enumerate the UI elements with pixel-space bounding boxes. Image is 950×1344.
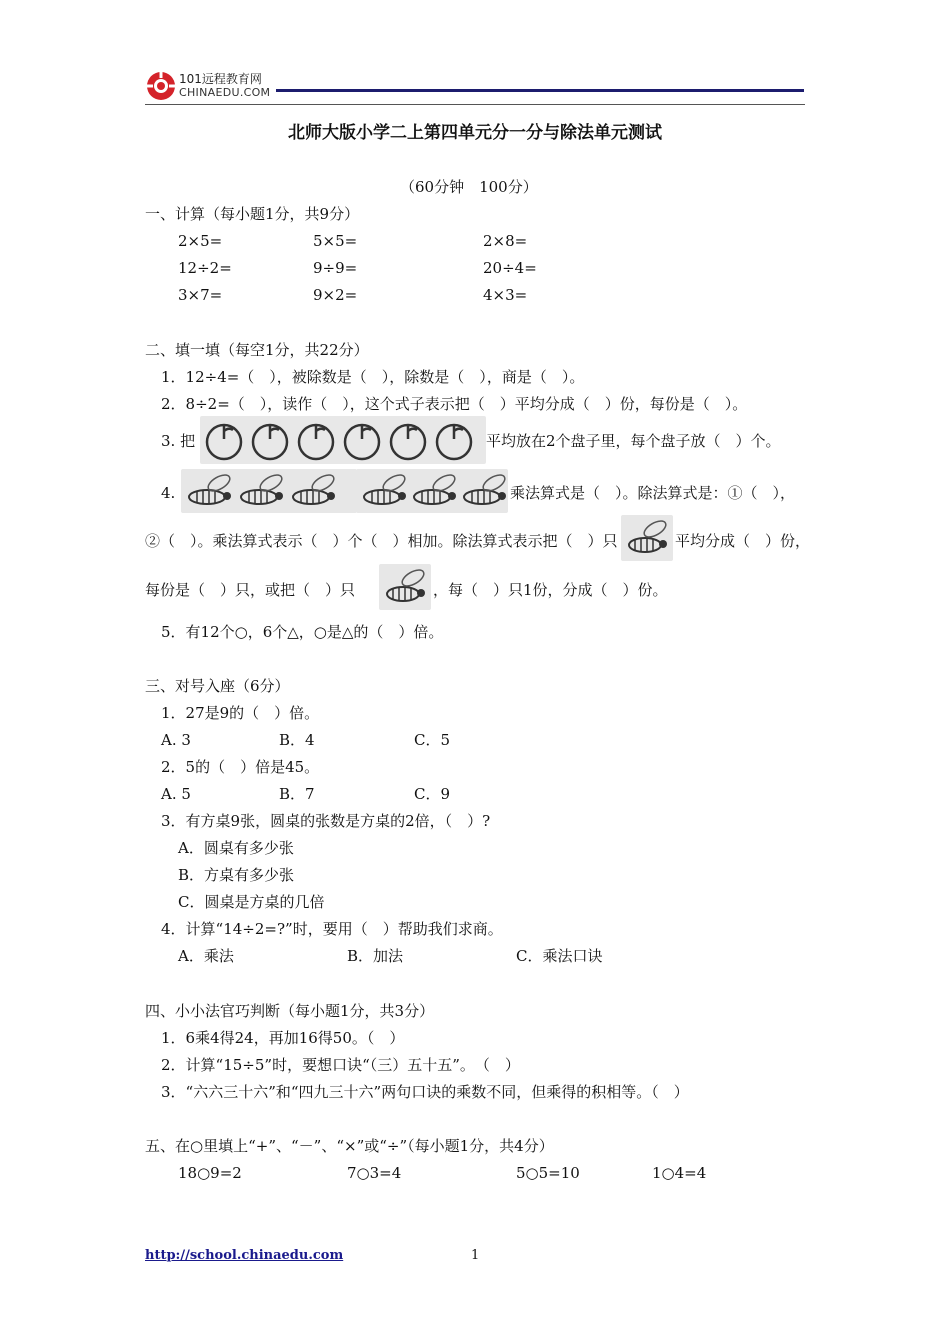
bee-icon — [414, 472, 457, 504]
operator-item: 18○9=2 — [178, 1164, 242, 1182]
calc-item: 9÷9= — [313, 259, 358, 277]
choice-option: B．方桌有多少张 — [178, 866, 295, 884]
apples-image — [200, 416, 486, 464]
bee-icon — [629, 518, 668, 552]
logo — [145, 70, 280, 102]
operator-item: 1○4=4 — [652, 1164, 707, 1182]
choice-q4: 4．计算“14÷2=?”时，要用（ ）帮助我们求商。 — [161, 920, 503, 938]
fill-q4-line2b: 平均分成（ ）份， — [675, 532, 811, 550]
bee-icon — [387, 567, 426, 601]
fill-q3-prefix: 3. 把 — [161, 432, 196, 450]
logo-text-cn: 101远程教育网 — [179, 72, 262, 86]
choice-q3: 3．有方桌9张，圆桌的张数是方桌的2倍，（ ）? — [161, 812, 491, 830]
page-subtitle: （60分钟 100分） — [400, 178, 538, 196]
bee-icon — [241, 472, 284, 504]
header-rule-thick — [276, 89, 804, 92]
bee-icon — [364, 472, 407, 504]
apple-icon — [388, 419, 428, 461]
calc-item: 3×7= — [178, 286, 223, 304]
page-title: 北师大版小学二上第四单元分一分与除法单元测试 — [288, 123, 662, 143]
choice-option: B．加法 — [347, 947, 404, 965]
fill-q4-suffix: 乘法算式是（ ）。除法算式是：①（ ）， — [510, 484, 796, 502]
apple-icon — [434, 419, 474, 461]
judge-q3: 3．“六六三十六”和“四九三十六”两句口诀的乘数不同，但乘得的积相等。（ ） — [161, 1083, 689, 1101]
judge-q1: 1．6乘4得24，再加16得50。（ ） — [161, 1029, 405, 1047]
apple-icon — [342, 419, 382, 461]
apple-icon — [204, 419, 244, 461]
section-1-heading: 一、计算（每小题1分，共9分） — [145, 205, 360, 223]
choice-option: A. 5 — [161, 785, 191, 803]
calc-item: 5×5= — [313, 232, 358, 250]
choice-option: C．5 — [414, 731, 451, 749]
fill-q4-prefix: 4. — [161, 484, 176, 502]
bee-image-inline-1 — [621, 515, 673, 561]
choice-option: B．4 — [279, 731, 315, 749]
section-5-heading: 五、在○里填上“+”、“－”、“×”或“÷”（每小题1分，共4分） — [145, 1137, 554, 1155]
bee-icon — [189, 472, 232, 504]
operator-item: 7○3=4 — [347, 1164, 402, 1182]
choice-option: B．7 — [279, 785, 315, 803]
calc-item: 9×2= — [313, 286, 358, 304]
fill-q4-line3b: ，每（ ）只1份，分成（ ）份。 — [433, 581, 668, 599]
section-3-heading: 三、对号入座（6分） — [145, 677, 290, 695]
fill-q5: 5．有12个○，6个△，○是△的（ ）倍。 — [161, 623, 444, 641]
fill-q2: 2．8÷2=（ ），读作（ ），这个式子表示把（ ）平均分成（ ）份，每份是（ ）。 — [161, 395, 748, 413]
choice-q1: 1．27是9的（ ）倍。 — [161, 704, 320, 722]
bees-group-right — [356, 469, 508, 513]
fill-q4-line2a: ②（ ）。乘法算式表示（ ）个（ ）相加。除法算式表示把（ ）只 — [145, 532, 618, 550]
choice-option: C．9 — [414, 785, 451, 803]
header-rule-thin — [145, 104, 805, 105]
judge-q2: 2．计算“15÷5”时，要想口诀“（三）五十五”。 （ ） — [161, 1056, 520, 1074]
bee-image-inline-2 — [379, 564, 431, 610]
bees-group-left — [181, 469, 357, 513]
fill-q4-line3a: 每份是（ ）只，或把（ ）只 — [145, 581, 356, 599]
choice-option: A. 3 — [161, 731, 191, 749]
choice-option: A．乘法 — [178, 947, 234, 965]
operator-item: 5○5=10 — [516, 1164, 580, 1182]
calc-item: 4×3= — [483, 286, 528, 304]
section-4-heading: 四、小小法官巧判断（每小题1分，共3分） — [145, 1002, 435, 1020]
calc-item: 2×5= — [178, 232, 223, 250]
choice-option: C．圆桌是方桌的几倍 — [178, 893, 325, 911]
apple-icon — [296, 419, 336, 461]
fill-q1: 1．12÷4=（ ），被除数是（ ），除数是（ ），商是（ ）。 — [161, 368, 585, 386]
bee-icon — [464, 472, 507, 504]
choice-q2: 2．5的（ ）倍是45。 — [161, 758, 320, 776]
choice-option: A．圆桌有多少张 — [178, 839, 294, 857]
page-number: 1 — [471, 1248, 480, 1263]
logo-mark-icon — [145, 70, 177, 102]
apple-icon — [250, 419, 290, 461]
calc-item: 12÷2= — [178, 259, 232, 277]
fill-q3-suffix: 平均放在2个盘子里，每个盘子放（ ）个。 — [486, 432, 781, 450]
calc-item: 2×8= — [483, 232, 528, 250]
footer-link[interactable]: http://school.chinaedu.com — [145, 1248, 344, 1263]
choice-option: C．乘法口诀 — [516, 947, 603, 965]
logo-text-en: CHINAEDU.COM — [179, 86, 271, 99]
section-2-heading: 二、填一填（每空1分，共22分） — [145, 341, 369, 359]
calc-item: 20÷4= — [483, 259, 537, 277]
bee-icon — [293, 472, 336, 504]
